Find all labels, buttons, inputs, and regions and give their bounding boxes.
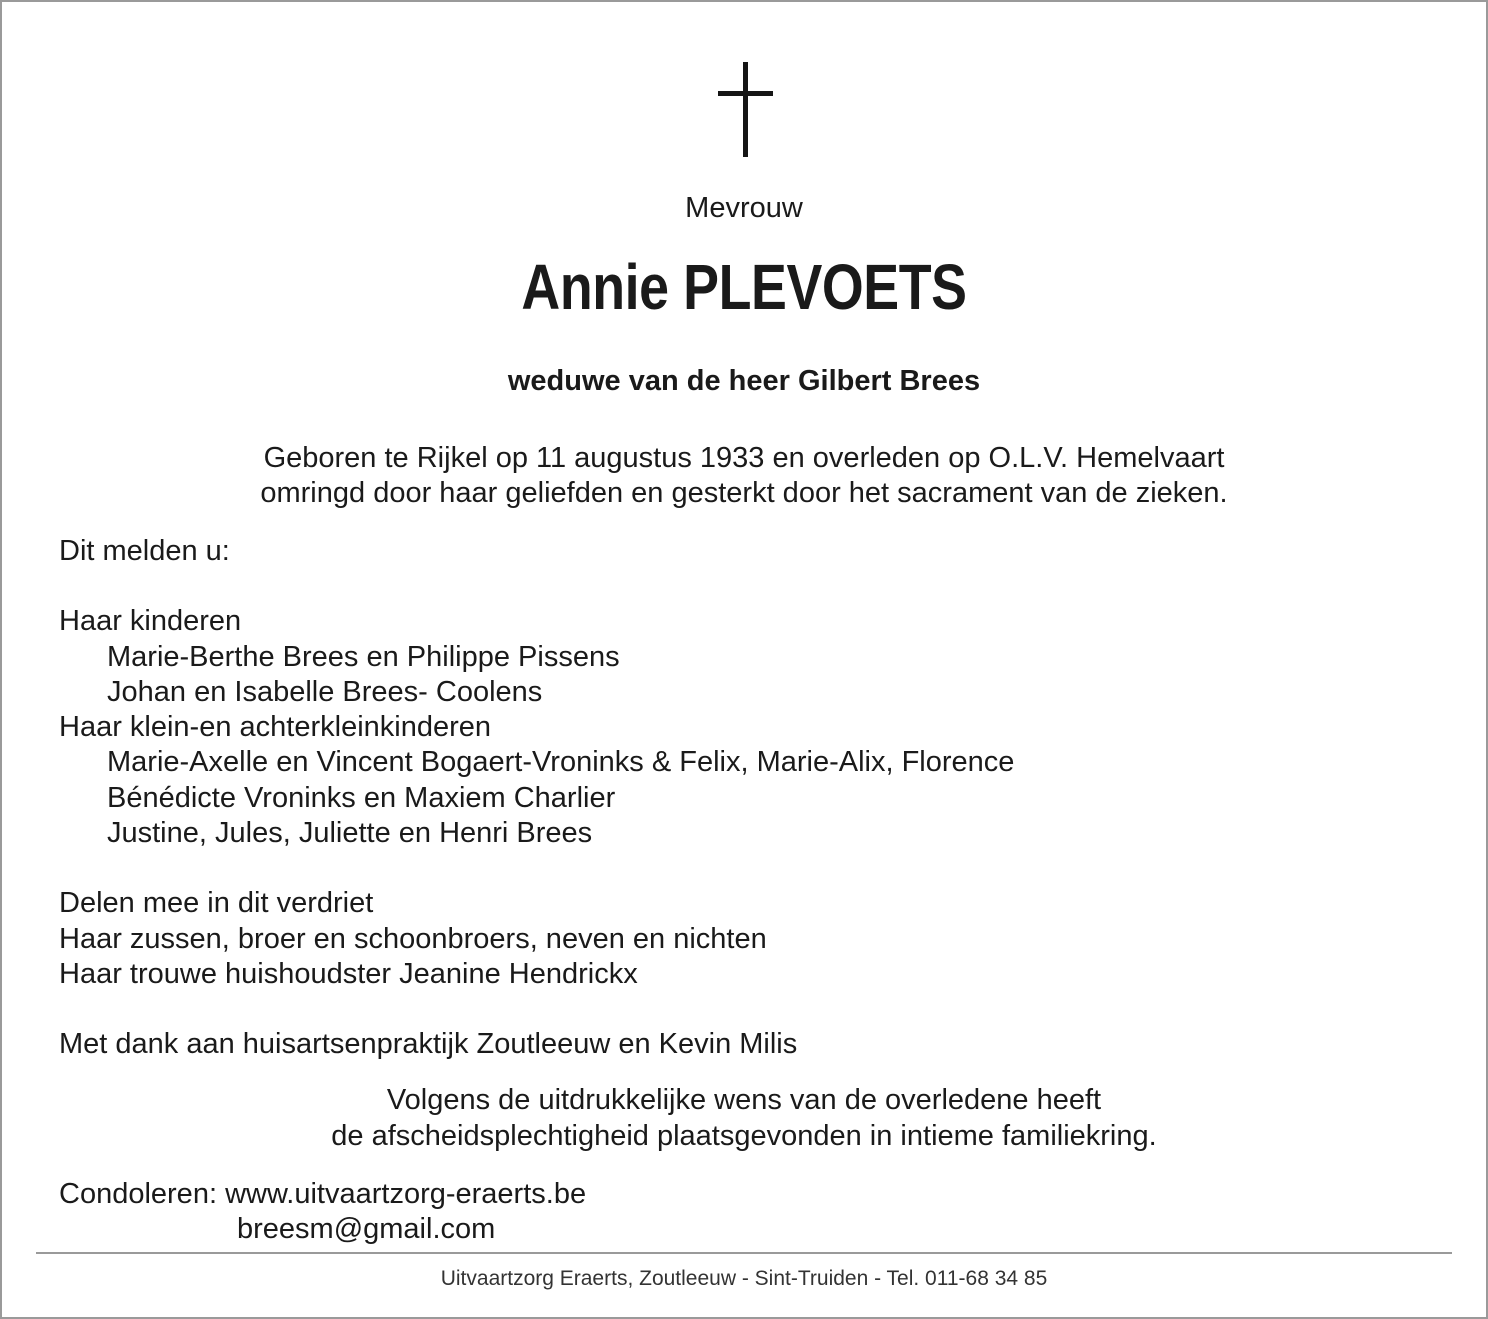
- condolences-website[interactable]: www.uitvaartzorg-eraerts.be: [225, 1178, 587, 1210]
- grandchild: Justine, Jules, Juliette en Henri Brees: [107, 817, 593, 849]
- widow-of: weduwe van de heer Gilbert Brees: [507, 365, 981, 397]
- condolences-email[interactable]: breesm@gmail.com: [237, 1213, 496, 1245]
- cross-vertical: [743, 62, 748, 157]
- sharing-line: Haar zussen, broer en schoonbroers, neven en nichten: [59, 923, 767, 955]
- grandchild: Marie-Axelle en Vincent Bogaert-Vroninks & Felix, Marie-Alix, Florence: [107, 746, 1015, 778]
- birth-death-line-2: omringd door haar geliefden en gesterkt door het sacrament van de zieken.: [260, 477, 1228, 509]
- announce: Dit melden u:: [59, 535, 230, 567]
- children-heading: Haar kinderen: [59, 605, 242, 637]
- divider: [36, 1252, 1452, 1254]
- thanks: Met dank aan huisartsenpraktijk Zoutleeuw en Kevin Milis: [59, 1028, 798, 1060]
- grandchildren-heading: Haar klein-en achterkleinkinderen: [59, 711, 492, 743]
- funeral-note-line-2: de afscheidsplechtigheid plaatsgevonden in intieme familiekring.: [331, 1120, 1157, 1152]
- child: Johan en Isabelle Brees- Coolens: [107, 676, 543, 708]
- sharing-line: Haar trouwe huishoudster Jeanine Hendrickx: [59, 958, 638, 990]
- child: Marie-Berthe Brees en Philippe Pissens: [107, 641, 620, 673]
- footer: Uitvaartzorg Eraerts, Zoutleeuw - Sint-Truiden - Tel. 011-68 34 85: [440, 1267, 1048, 1290]
- deceased-name: Annie PLEVOETS: [521, 251, 967, 323]
- sharing-line: Delen mee in dit verdriet: [59, 887, 374, 919]
- birth-death-line-1: Geboren te Rijkel op 11 augustus 1933 en overleden op O.L.V. Hemelvaart: [263, 442, 1225, 474]
- salutation: Mevrouw: [685, 192, 803, 224]
- funeral-note-line-1: Volgens de uitdrukkelijke wens van de overledene heeft: [386, 1084, 1102, 1116]
- cross-horizontal: [718, 91, 773, 96]
- grandchild: Bénédicte Vroninks en Maxiem Charlier: [107, 782, 616, 814]
- condolences-label: Condoleren:: [59, 1178, 217, 1210]
- condolences-row: [59, 1177, 586, 1212]
